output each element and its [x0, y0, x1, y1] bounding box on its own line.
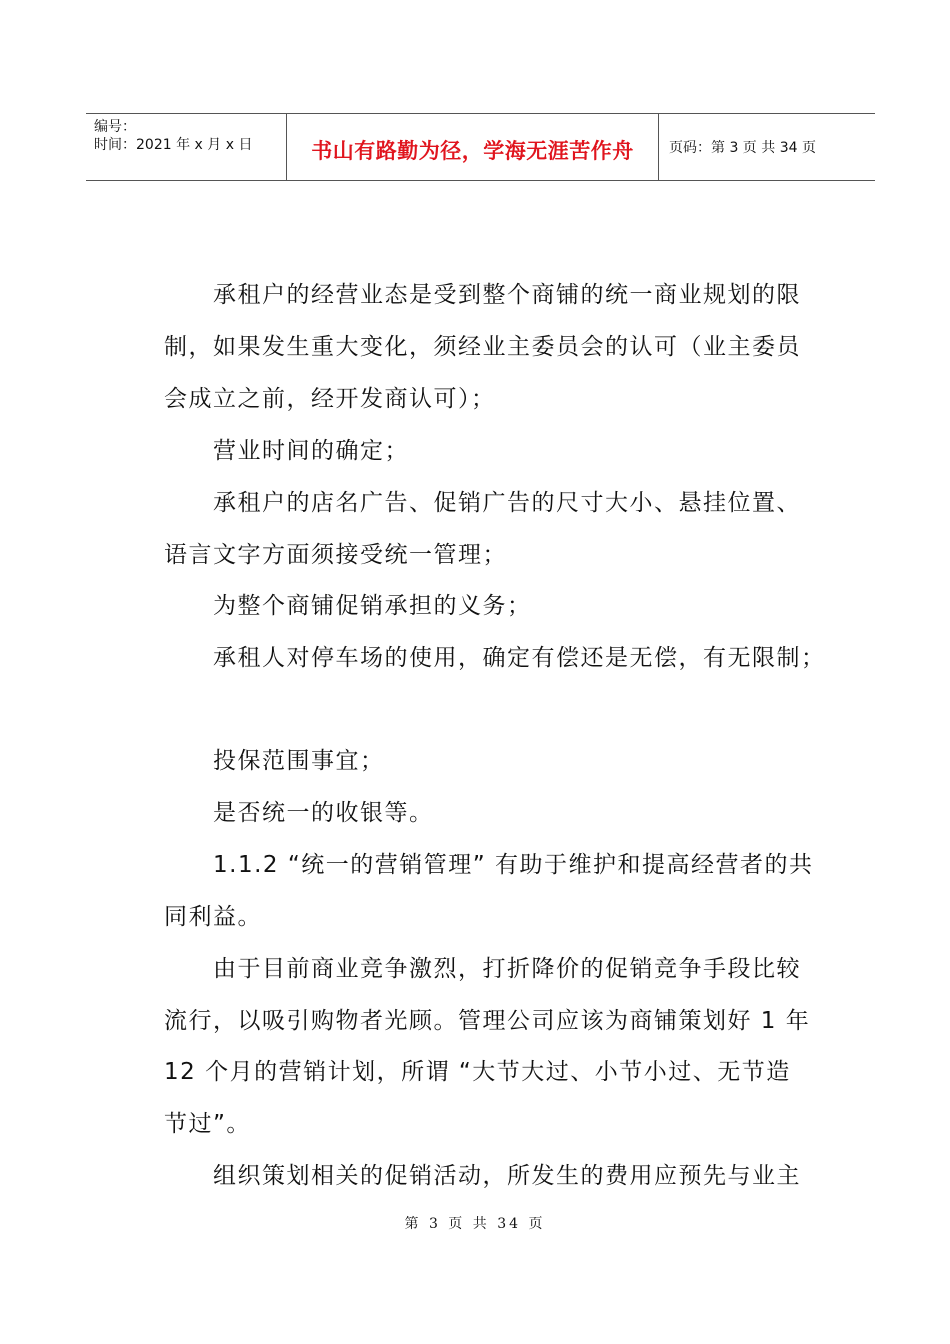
- body-line: 投保范围事宜；: [164, 748, 385, 774]
- body-line: 承租人对停车场的使用，确定有偿还是无偿，有无限制；: [164, 645, 826, 671]
- body-line: 营业时间的确定；: [164, 438, 409, 464]
- body-line: 1.1.2 “统一的营销管理” 有助于维护和提高经营者的共: [164, 852, 814, 878]
- header-left-cell: [86, 114, 286, 180]
- body-line: 12 个月的营销计划，所谓 “大节大过、小节小过、无节造: [164, 1059, 791, 1085]
- body-line: 节过”。: [164, 1111, 251, 1137]
- body-line: 制，如果发生重大变化，须经业主委员会的认可（业主委员: [164, 334, 801, 360]
- body-line: 由于目前商业竞争激烈，打折降价的促销竞争手段比较: [164, 956, 801, 982]
- body-line: 会成立之前，经开发商认可）；: [164, 386, 496, 412]
- body-line: 语言文字方面须接受统一管理；: [164, 542, 507, 568]
- body-line: 承租户的店名广告、促销广告的尺寸大小、悬挂位置、: [164, 490, 801, 516]
- header-motto: 书山有路勤为径，学海无涯苦作舟: [311, 139, 634, 163]
- body-line: 组织策划相关的促销活动，所发生的费用应预先与业主: [164, 1163, 801, 1189]
- body-line: 为整个商铺促销承担的义务；: [164, 593, 532, 619]
- header-middle-cell: [286, 114, 659, 180]
- document-header: [86, 113, 875, 181]
- document-number-label: 编号：: [94, 119, 136, 135]
- body-line: 同利益。: [164, 904, 262, 930]
- page-footer: 第 3 页 共 34 页: [404, 1216, 546, 1232]
- header-page-label: 页码：第 3 页 共 34 页: [669, 140, 816, 156]
- document-time-label: 时间：2021 年 x 月 x 日: [94, 137, 253, 153]
- body-line: 流行，以吸引购物者光顾。管理公司应该为商铺策划好 1 年: [164, 1008, 811, 1034]
- header-right-cell: [659, 114, 875, 180]
- body-line: 是否统一的收银等。: [164, 800, 434, 826]
- body-line: 承租户的经营业态是受到整个商铺的统一商业规划的限: [164, 282, 801, 308]
